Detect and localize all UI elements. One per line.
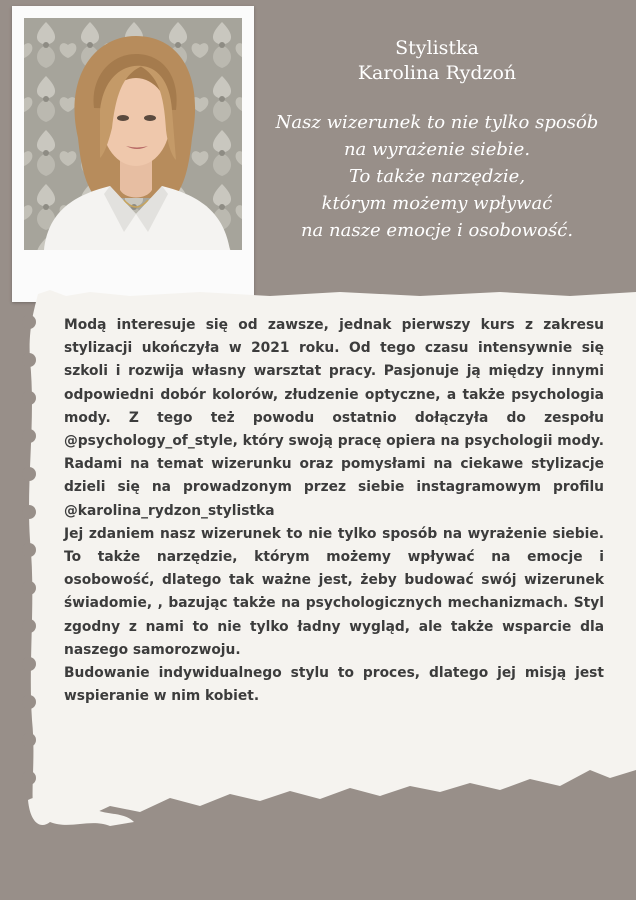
header-role: Stylistka [395,37,479,59]
quote-line: To także narzędzie, [348,166,526,187]
bio-text [64,314,604,708]
quote-line: Nasz wizerunek to nie tylko sposób [275,112,599,133]
quote-line: na wyrażenie siebie. [343,139,531,160]
bio-paragraph: Modą interesuje się od zawsze, jednak pierwszy kurs z zakresu stylizacji ukończyła w 2021 roku. Od tego czasu intensywnie się szkoli i rozwija własny warsztat pracy. Pasjonuje ją między innymi odpowiedni dobór kolorów, złudzenie optyczne, a także psychologia mody. Z tego też powodu ostatnio dołączyła do zespołu @psychology_of_style, który swoją pracę opiera na psychologii mody. Radami na temat wizerunku oraz pomysłami na ciekawe stylizacje dzieli się na prowadzonym przez siebie instagramowym profilu @karolina_rydzon_stylistka [64,317,605,519]
bio-paragraph: Budowanie indywidualnego stylu to proces, dlatego jej misją jest wspieranie w nim kobiet. [64,665,604,705]
header-name: Karolina Rydzoń [357,62,517,84]
quote-line: którym możemy wpływać [321,193,553,214]
bio-paragraph: Jej zdaniem nasz wizerunek to nie tylko sposób na wyrażenie siebie. To także narzędzie, którym możemy wpływać na emocje i osobowość, dlatego tak ważne jest, żeby budować swój wizerunek świadomie, , bazując także na psychologicznych mechanizmach. Styl zgodny z nami to nie tylko ładny wygląd, ale także wsparcie dla naszego samorozwoju. [64,525,604,658]
quote-line: na nasze emocje i osobowość. [300,220,574,241]
